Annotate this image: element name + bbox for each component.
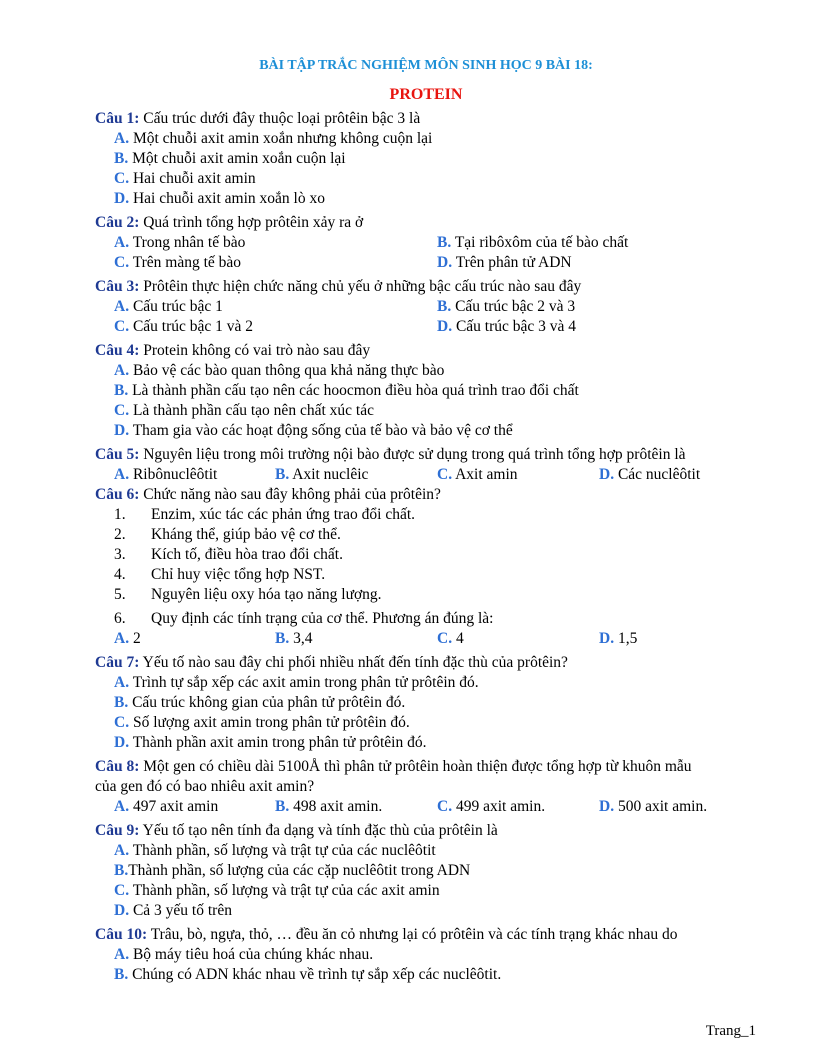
question-label: Câu 6: [95,486,140,503]
option-letter: C. [114,402,130,419]
option-b [437,233,628,253]
document-title: BÀI TẬP TRẮC NGHIỆM MÔN SINH HỌC 9 BÀI 18: [259,58,593,73]
numbered-item [95,505,775,525]
option-letter: C. [437,798,453,815]
option-row [95,317,775,337]
option-a [114,629,141,649]
question-text: Quá trình tổng hợp prôtêin xảy ra ở [143,214,364,231]
option-text: 498 axit amin. [293,798,383,815]
item-text: Chỉ huy việc tổng hợp NST. [151,566,326,583]
option-c [95,713,775,733]
option-letter: C. [114,170,130,187]
numbered-item [95,609,775,629]
item-text: Enzim, xúc tác các phản ứng trao đổi chất. [151,506,416,523]
option-d [599,629,637,649]
page-number: Trang_1 [705,1023,756,1039]
item-number: 5. [114,586,126,603]
option-text: Tại ribôxôm của tế bào chất [454,234,629,251]
question-text: Chức năng nào sau đây không phải của prôtêin? [143,486,441,503]
option-text: Một chuỗi axit amin xoắn cuộn lại [132,150,346,167]
option-a [95,841,775,861]
question-label: Câu 1: [95,110,140,127]
option-b [437,297,575,317]
option-text: 497 axit amin [132,798,219,815]
option-letter: A. [114,674,130,691]
option-row [95,797,775,817]
option-text: Cấu trúc bậc 1 và 2 [132,318,254,335]
option-text: Thành phần, số lượng và trật tự của các axit amin [132,882,440,899]
item-text: Nguyên liệu oxy hóa tạo năng lượng. [151,586,382,603]
question-text-continued: của gen đó có bao nhiêu axit amin? [95,778,315,795]
option-letter: B. [275,798,290,815]
option-d [95,189,775,209]
option-text: 3,4 [293,630,313,647]
option-text: Thành phần, số lượng của các cặp nuclêôtit trong ADN [128,862,471,879]
question-text: Yếu tố tạo nên tính đa dạng và tính đặc thù của prôtêin là [142,822,498,839]
option-a [114,797,218,817]
option-letter: B. [114,694,129,711]
question-3 [95,277,775,297]
option-c [437,465,518,485]
question-text: Một gen có chiều dài 5100Å thì phân tử prôtêin hoàn thiện được tổng hợp từ khuôn mẫu [143,758,692,775]
question-label: Câu 5: [95,446,140,463]
option-row [95,465,775,485]
question-6 [95,485,775,505]
option-letter: D. [599,466,615,483]
option-letter: C. [437,466,453,483]
question-text: Nguyên liệu trong môi trường nội bào được sử dụng trong quá trình tổng hợp prôtêin là [143,446,686,463]
option-letter: A. [114,298,130,315]
option-text: Là thành phần cấu tạo nên chất xúc tác [132,402,374,419]
option-letter: B. [114,150,129,167]
question-7 [95,653,775,673]
option-c [437,629,464,649]
option-letter: D. [599,798,615,815]
option-letter: C. [114,714,130,731]
item-number: 1. [114,506,126,523]
option-c [114,253,241,273]
option-d [599,465,700,485]
option-text: Một chuỗi axit amin xoắn nhưng không cuộn lại [132,130,433,147]
option-letter: A. [114,362,130,379]
option-letter: A. [114,842,130,859]
option-text: 2 [132,630,141,647]
option-text: Ribônuclêôtit [132,466,218,483]
question-text: Yếu tố nào sau đây chi phối nhiều nhất đến tính đặc thù của prôtêin? [142,654,568,671]
option-text: 500 axit amin. [617,798,708,815]
option-text: Cấu trúc bậc 3 và 4 [455,318,577,335]
question-label: Câu 3: [95,278,140,295]
option-letter: D. [437,254,453,271]
question-2 [95,213,775,233]
option-c [95,881,775,901]
option-text: Hai chuỗi axit amin [132,170,256,187]
option-text: Axit amin [455,466,518,483]
option-b [95,381,775,401]
option-a [95,945,775,965]
option-b [95,693,775,713]
option-letter: B. [114,862,129,879]
option-text: Trên màng tế bào [132,254,242,271]
option-b [275,629,312,649]
item-text: Kích tố, điều hòa trao đổi chất. [151,546,343,563]
question-5 [95,445,775,465]
question-10 [95,925,775,945]
numbered-item [95,565,775,585]
question-4 [95,341,775,361]
option-letter: B. [275,630,290,647]
option-row [95,253,775,273]
numbered-item [95,525,775,545]
question-list [95,109,775,985]
item-text: Kháng thể, giúp bảo vệ cơ thể. [151,526,341,543]
question-label: Câu 10: [95,926,148,943]
option-d [95,901,775,921]
question-text: Cấu trúc dưới đây thuộc loại prôtêin bậc 3 là [143,110,421,127]
option-d [437,317,576,337]
option-a [95,361,775,381]
option-c [437,797,545,817]
question-text: Trâu, bò, ngựa, thỏ, … đều ăn cỏ nhưng lại có prôtêin và các tính trạng khác nhau do [150,926,678,943]
option-text: Trình tự sắp xếp các axit amin trong phân tử prôtêin đó. [132,674,479,691]
option-letter: C. [437,630,453,647]
option-text: Trong nhân tế bào [132,234,246,251]
option-d [437,253,572,273]
option-text: Cả 3 yếu tố trên [132,902,232,919]
option-letter: C. [114,254,130,271]
option-text: Cấu trúc bậc 1 [132,298,223,315]
option-b [275,797,382,817]
option-letter: A. [114,946,130,963]
option-row [95,297,775,317]
option-letter: B. [437,298,452,315]
option-letter: D. [114,902,130,919]
option-text: Tham gia vào các hoạt động sống của tế bào và bảo vệ cơ thể [132,422,513,439]
option-letter: A. [114,466,130,483]
option-text: Các nuclêôtit [617,466,701,483]
option-letter: A. [114,234,130,251]
option-a [114,297,223,317]
option-d [95,733,775,753]
option-text: 499 axit amin. [455,798,546,815]
option-text: Cấu trúc bậc 2 và 3 [455,298,576,315]
option-letter: D. [114,734,130,751]
option-d [95,421,775,441]
option-text: Thành phần, số lượng và trật tự của các nuclêôtit [132,842,436,859]
question-label: Câu 2: [95,214,140,231]
option-text: Bộ máy tiêu hoá của chúng khác nhau. [132,946,374,963]
option-text: Chúng có ADN khác nhau về trình tự sắp xếp các nuclêôtit. [132,966,502,983]
option-row [95,629,775,649]
option-text: Bảo vệ các bào quan thông qua khả năng thực bào [132,362,445,379]
option-text: Axit nuclêic [292,466,369,483]
option-text: Thành phần axit amin trong phân tử prôtêin đó. [132,734,427,751]
option-row [95,233,775,253]
document-subtitle: PROTEIN [389,86,463,103]
option-a [114,465,217,485]
option-text: Là thành phần cấu tạo nên các hoocmon điều hòa quá trình trao đổi chất [132,382,579,399]
question-9 [95,821,775,841]
option-letter: A. [114,130,130,147]
option-letter: C. [114,318,130,335]
option-c [95,169,775,189]
option-a [95,129,775,149]
question-label: Câu 7: [95,654,140,671]
question-1 [95,109,775,129]
option-text: Hai chuỗi axit amin xoắn lò xo [132,190,325,207]
option-text: 4 [455,630,464,647]
option-text: Cấu trúc không gian của phân tử prôtêin đó. [132,694,406,711]
item-number: 4. [114,566,126,583]
question-label: Câu 4: [95,342,140,359]
option-a [114,233,245,253]
option-text: Số lượng axit amin trong phân tử prôtêin đó. [132,714,410,731]
option-letter: D. [437,318,453,335]
option-letter: D. [599,630,615,647]
option-letter: D. [114,190,130,207]
option-letter: A. [114,630,130,647]
item-number: 3. [114,546,126,563]
option-text: 1,5 [617,630,638,647]
option-a [95,673,775,693]
option-b [95,965,775,985]
option-letter: D. [114,422,130,439]
question-label: Câu 9: [95,822,140,839]
option-letter: A. [114,798,130,815]
option-b [95,149,775,169]
option-b [275,465,368,485]
numbered-item [95,585,775,605]
option-letter: B. [114,382,129,399]
item-text: Quy định các tính trạng của cơ thể. Phương án đúng là: [151,610,494,627]
question-label: Câu 8: [95,758,140,775]
option-b [95,861,775,881]
question-text: Protein không có vai trò nào sau đây [143,342,371,359]
option-letter: B. [275,466,290,483]
option-c [114,317,253,337]
item-number: 6. [114,610,126,627]
item-number: 2. [114,526,126,543]
option-letter: B. [437,234,452,251]
option-text: Trên phân tử ADN [455,254,572,271]
option-letter: B. [114,966,129,983]
option-letter: C. [114,882,130,899]
option-c [95,401,775,421]
numbered-item [95,545,775,565]
question-8 [95,757,775,777]
question-text: Prôtêin thực hiện chức năng chủ yếu ở những bậc cấu trúc nào sau đây [143,278,582,295]
option-d [599,797,707,817]
